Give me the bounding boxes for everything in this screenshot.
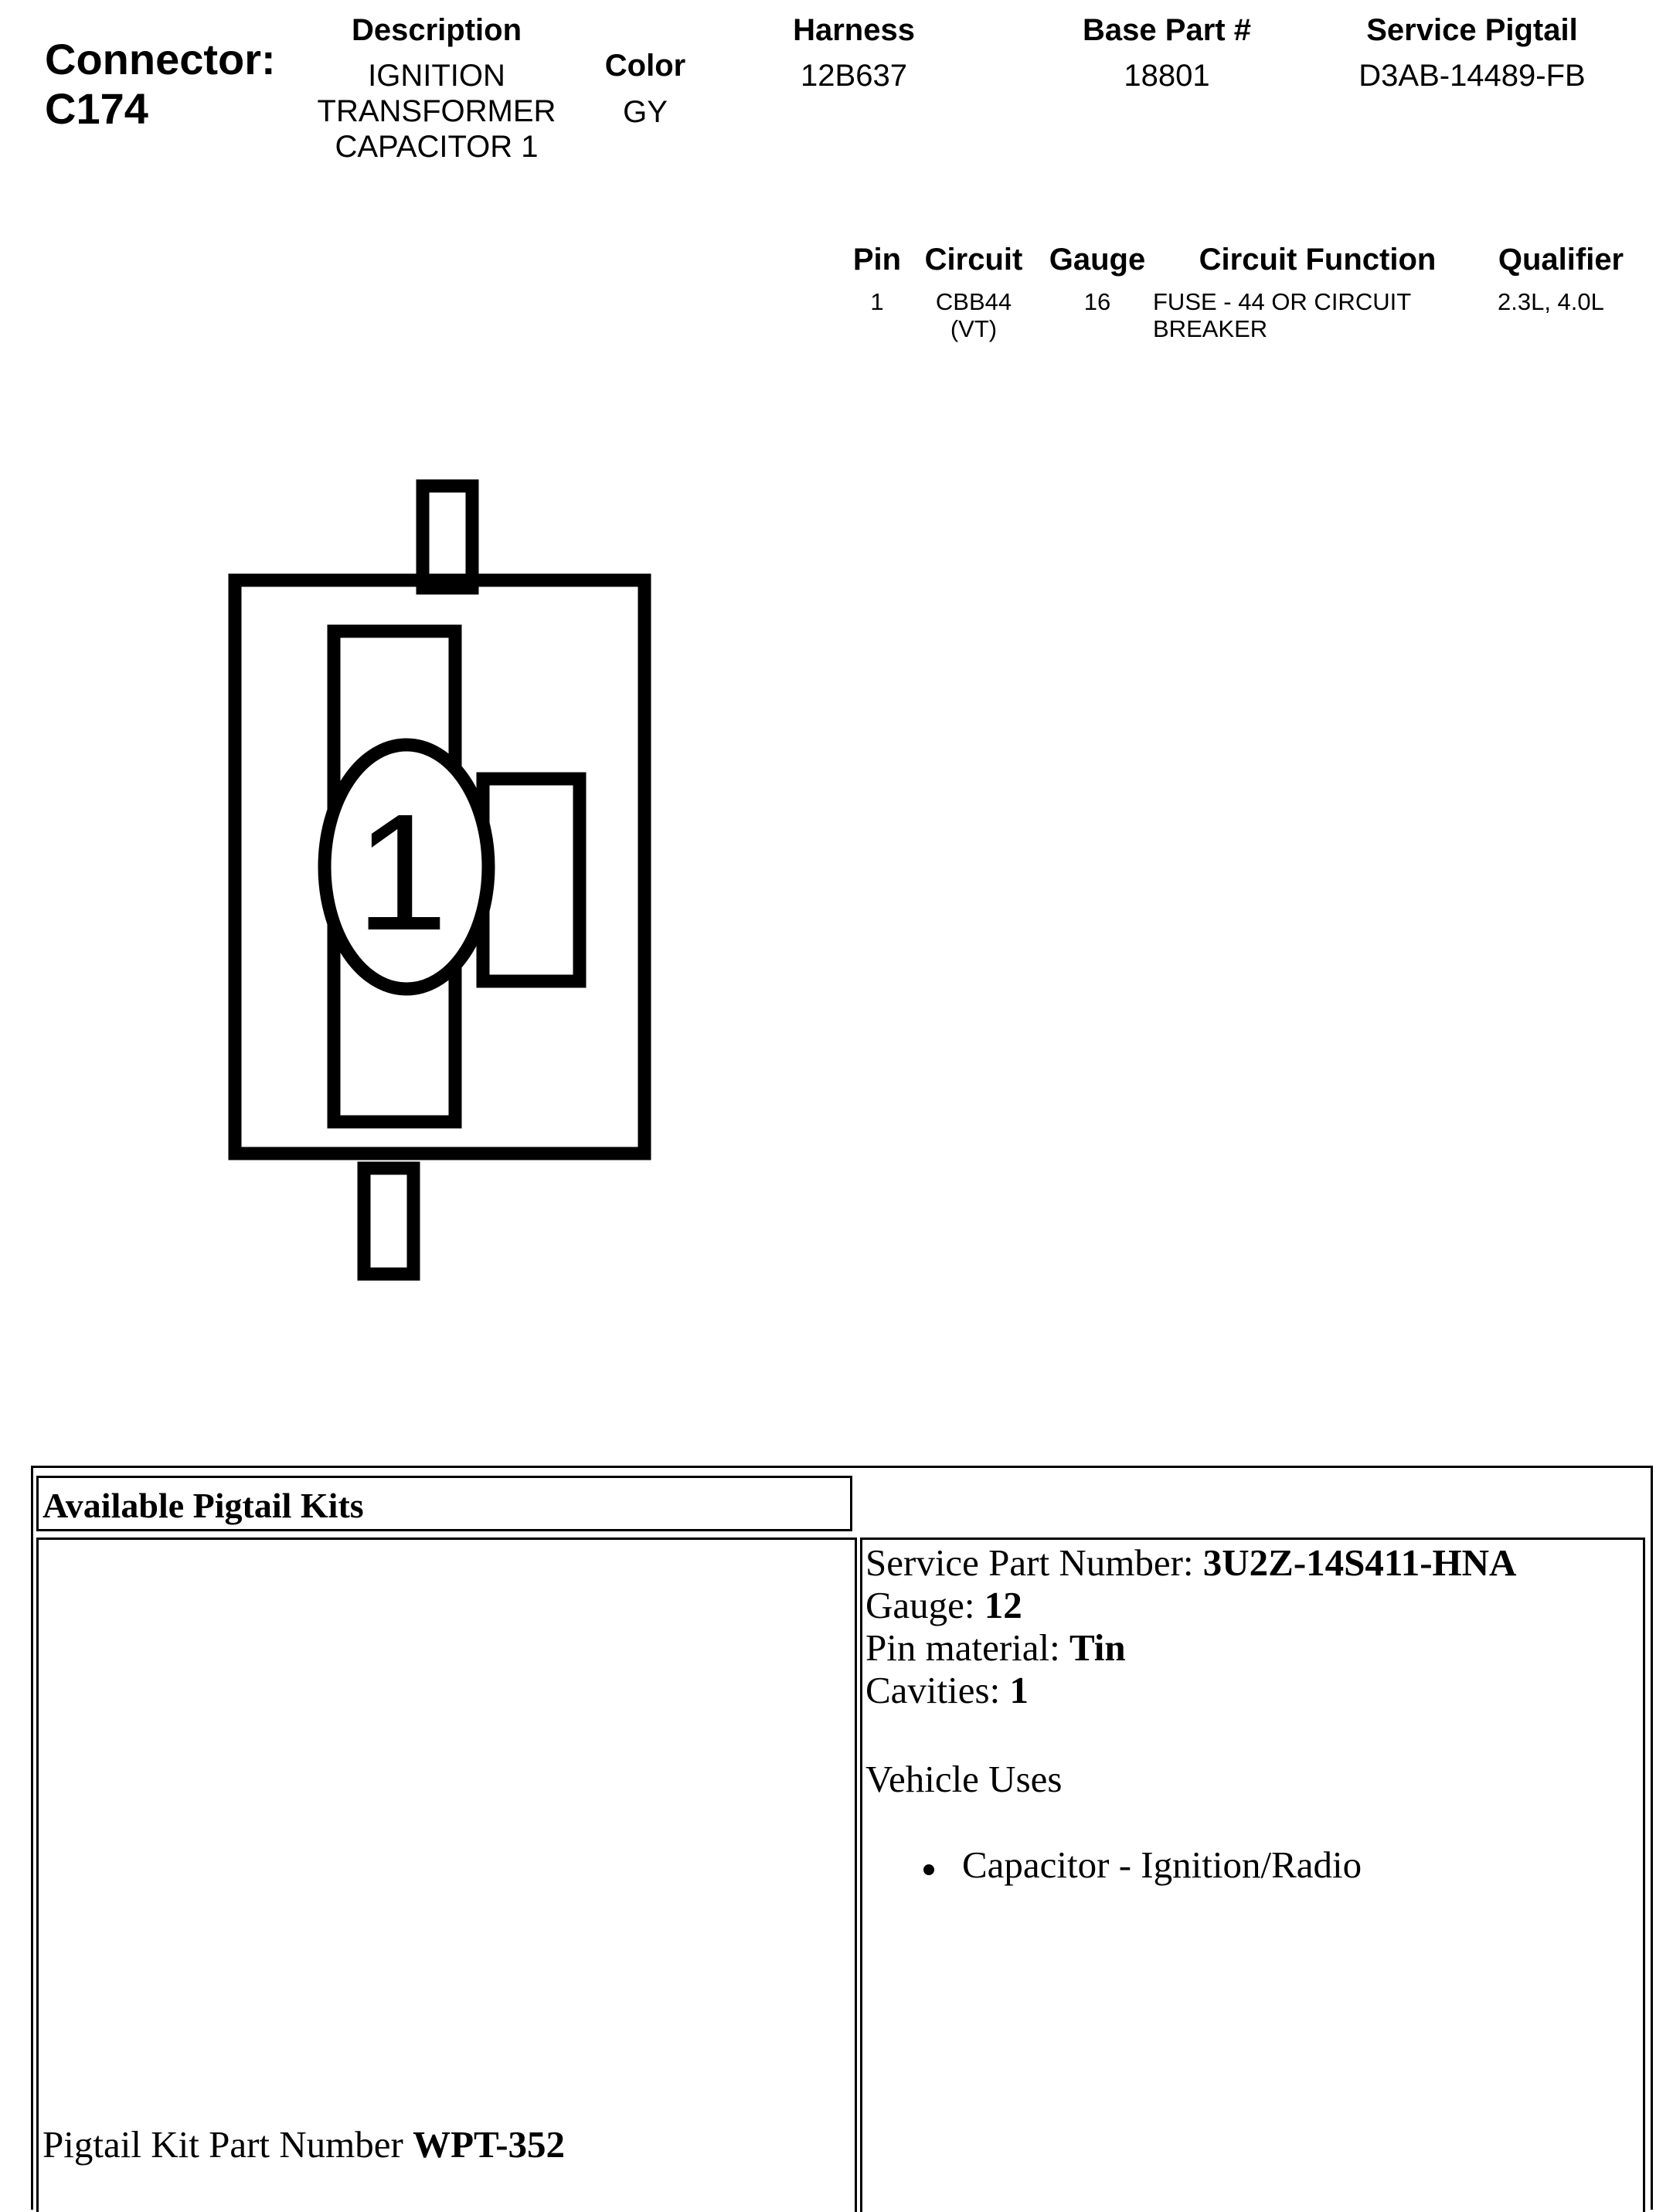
connector-face-diagram xyxy=(216,471,665,1290)
connector-id: C174 xyxy=(45,84,148,133)
circuit-column-header: Circuit xyxy=(924,243,1023,277)
circuit-function-line: FUSE - 44 OR CIRCUIT xyxy=(1153,288,1412,315)
description-header: Description xyxy=(351,13,522,47)
top-latch-tab xyxy=(423,486,472,588)
circuit-function-line: BREAKER xyxy=(1153,315,1268,342)
pigtail-kit-part-number xyxy=(43,2122,565,2166)
base-part-header: Base Part # xyxy=(1083,13,1251,47)
pin-cell: 1 xyxy=(870,288,884,315)
gauge-value: 12 xyxy=(984,1584,1022,1626)
circuit-line: (VT) xyxy=(950,315,998,342)
pin-material-row xyxy=(865,1626,1516,1669)
side-key xyxy=(483,779,580,981)
bullet-icon xyxy=(923,1864,934,1875)
gauge-cell: 16 xyxy=(1083,288,1111,315)
gauge-label: Gauge: xyxy=(865,1584,984,1626)
pigtail-details xyxy=(865,1541,1516,1711)
connector-heading xyxy=(45,35,276,134)
color-header: Color xyxy=(604,49,686,83)
pigtail-kits-title: Available Pigtail Kits xyxy=(43,1486,364,1525)
circuit-function-column-header: Circuit Function xyxy=(1199,243,1437,277)
gauge-row xyxy=(865,1584,1516,1626)
service-pigtail-value: D3AB-14489-FB xyxy=(1358,59,1586,93)
pigtail-left-cell xyxy=(36,1538,857,2212)
vehicle-uses-heading: Vehicle Uses xyxy=(865,1758,1063,1800)
pin-1-label: 1 xyxy=(355,779,448,965)
gauge-column-header: Gauge xyxy=(1049,243,1146,277)
pin-material-value: Tin xyxy=(1069,1626,1126,1669)
qualifier-column-header: Qualifier xyxy=(1498,243,1624,277)
connector-label: Connector: xyxy=(45,35,276,83)
cavities-value: 1 xyxy=(1009,1669,1029,1711)
description-line: IGNITION xyxy=(368,59,505,93)
list-item: Capacitor - Ignition/Radio xyxy=(962,1843,1362,1886)
qualifier-cell: 2.3L, 4.0L xyxy=(1498,288,1604,315)
color-value: GY xyxy=(623,95,668,129)
pin-material-label: Pin material: xyxy=(865,1626,1069,1669)
service-part-row xyxy=(865,1541,1516,1584)
harness-header: Harness xyxy=(793,13,915,47)
description-value xyxy=(298,58,576,165)
cavities-row xyxy=(865,1669,1516,1711)
service-part-value: 3U2Z-14S411-HNA xyxy=(1202,1541,1517,1584)
bottom-latch-tab xyxy=(364,1168,413,1274)
service-part-label: Service Part Number: xyxy=(865,1541,1203,1584)
description-line: CAPACITOR 1 xyxy=(335,130,539,164)
description-line: TRANSFORMER xyxy=(317,94,556,128)
kit-part-label: Pigtail Kit Part Number xyxy=(43,2123,413,2166)
cavities-label: Cavities: xyxy=(865,1669,1010,1711)
circuit-line: CBB44 xyxy=(935,288,1012,315)
circuit-cell xyxy=(916,288,1032,342)
circuit-function-cell xyxy=(1153,288,1462,342)
service-pigtail-header: Service Pigtail xyxy=(1366,13,1578,47)
pin-column-header: Pin xyxy=(852,243,902,277)
base-part-value: 18801 xyxy=(1124,59,1210,93)
harness-value: 12B637 xyxy=(801,59,907,93)
kit-part-value: WPT-352 xyxy=(413,2123,566,2166)
